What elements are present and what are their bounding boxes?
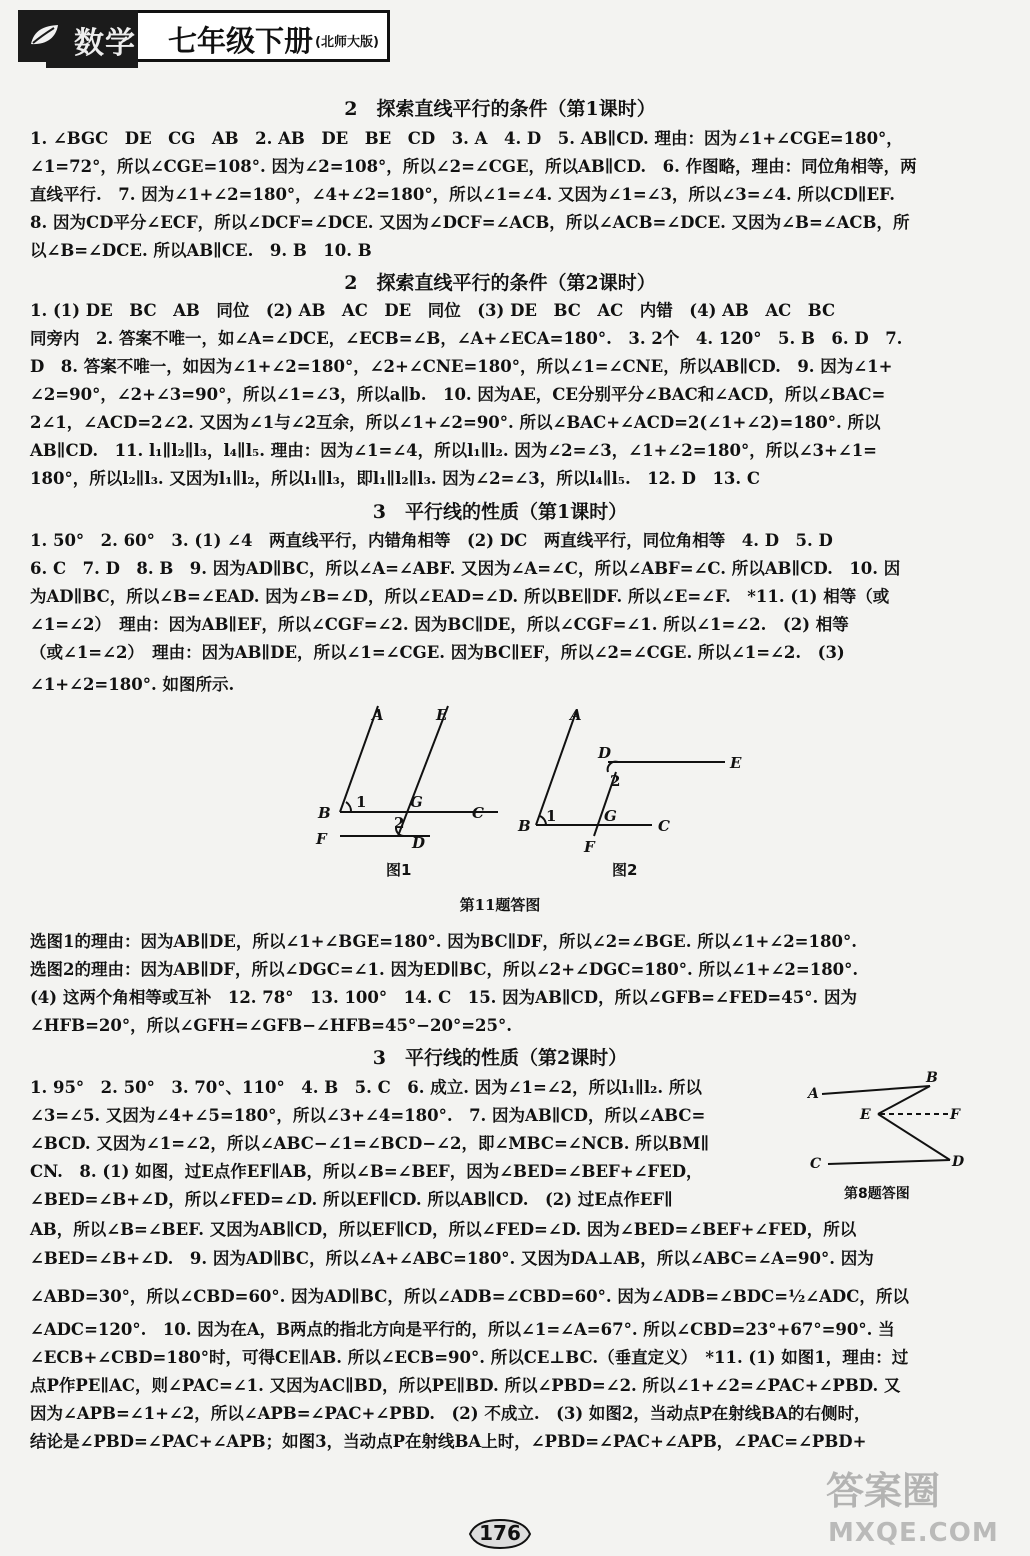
answer-line: ∠BCD. 又因为∠1=∠2，所以∠ABC−∠1=∠BCD−∠2，即∠MBC=∠NCB. 所以BM∥ <box>30 1134 710 1153</box>
answer-line: 选图1的理由：因为AB∥DE，所以∠1+∠BGE=180°. 因为BC∥DF，所以∠2=∠BGE. 所以∠1+∠2=180°. <box>30 932 857 951</box>
label-2: 2 <box>394 814 405 832</box>
section-title: 3 平行线的性质（第1课时） <box>372 501 628 523</box>
label-1: 1 <box>546 807 557 825</box>
section-title: 2 探索直线平行的条件（第2课时） <box>344 272 656 294</box>
figure-2-caption: 图2 <box>612 861 638 879</box>
section-title: 2 探索直线平行的条件（第1课时） <box>344 98 656 120</box>
answer-line: AB，所以∠B=∠BEF. 又因为AB∥CD，所以EF∥CD，所以∠FED=∠D. 因为∠BED=∠BEF+∠FED，所以 <box>30 1220 857 1239</box>
section-title: 3 平行线的性质（第2课时） <box>372 1047 628 1069</box>
label-F: F <box>584 838 595 856</box>
label-G: G <box>604 807 617 825</box>
header-tail <box>46 62 138 68</box>
answer-line: 结论是∠PBD=∠PAC+∠APB；如图3，当动点P在射线BA上时，∠PBD=∠PAC+∠APB，∠PAC=∠PBD+ <box>30 1432 867 1451</box>
answer-line: 2∠1，∠ACD=2∠2. 又因为∠1与∠2互余，所以∠1+∠2=90°. 所以∠BAC+∠ACD=2(∠1+∠2)=180°. 所以 <box>30 413 881 432</box>
answer-line: 同旁内 2. 答案不唯一，如∠A=∠DCE，∠ECB=∠B，∠A+∠ECA=180°. 3. 2个 4. 120° 5. B 6. D 7. <box>30 329 903 348</box>
answer-line: ∠BED=∠B+∠D，所以∠FED=∠D. 所以EF∥CD. 所以AB∥CD. (2) 过E点作EF∥ <box>30 1190 673 1209</box>
leaf-icon <box>28 22 62 48</box>
watermark-text: 答案圈 <box>826 1469 941 1513</box>
label-D: D <box>598 744 612 762</box>
figure-8 <box>800 1068 980 1204</box>
answer-line: ∠1+∠2=180°. 如图所示. <box>30 675 235 694</box>
answer-line: 1. (1) DE BC AB 同位 (2) AB AC DE 同位 (3) DE BC AC 内错 (4) AB AC BC <box>30 301 836 320</box>
page-number-badge <box>460 1516 540 1552</box>
header-subject: 数学 <box>74 26 136 61</box>
page-header <box>18 10 390 66</box>
label-E: E <box>860 1107 871 1123</box>
label-C: C <box>658 817 670 835</box>
answer-line: 以∠B=∠DCE. 所以AB∥CE. 9. B 10. B <box>30 241 372 260</box>
answer-line: ∠ECB+∠CBD=180°时，可得CE∥AB. 所以∠ECB=90°. 所以CE⊥BC.（垂直定义） *11. (1) 如图1，理由：过 <box>30 1348 909 1367</box>
answer-line: 选图2的理由：因为AB∥DF，所以∠DGC=∠1. 因为ED∥BC，所以∠2+∠DGC=180°. 所以∠1+∠2=180°. <box>30 960 859 979</box>
figure-11-caption: 第11题答图 <box>459 896 541 914</box>
answer-line: （或∠1=∠2） 理由：因为AB∥DE，所以∠1=∠CGE. 因为BC∥EF，所以∠2=∠CGE. 所以∠1=∠2. (3) <box>30 643 845 662</box>
answer-line: ∠1=72°，所以∠CGE=108°. 因为∠2=108°，所以∠2=∠CGE，所以AB∥CD. 6. 作图略，理由：同位角相等，两 <box>30 157 917 176</box>
answer-line: 1. 50° 2. 60° 3. (1) ∠4 两直线平行，内错角相等 (2) DC 两直线平行，同位角相等 4. D 5. D <box>30 531 833 550</box>
answer-line: 为AD∥BC，所以∠B=∠EAD. 因为∠B=∠D，所以∠EAD=∠D. 所以BE∥DF. 所以∠E=∠F. *11. (1) 相等（或 <box>30 587 890 606</box>
answer-line: AB∥CD. 11. l₁∥l₂∥l₃，l₄∥l₅. 理由：因为∠1=∠4，所以l₁∥l₂. 因为∠2=∠3，∠1+∠2=180°，所以∠3+∠1= <box>30 441 877 460</box>
answer-line: ∠2=90°，∠2+∠3=90°，所以∠1=∠3，所以a∥b. 10. 因为AE，CE分别平分∠BAC和∠ACD，所以∠BAC= <box>30 385 886 404</box>
answer-line: (4) 这两个角相等或互补 12. 78° 13. 100° 14. C 15. 因为AB∥CD，所以∠GFB=∠FED=45°. 因为 <box>30 988 857 1007</box>
answer-line: ∠HFB=20°，所以∠GFH=∠GFB−∠HFB=45°−20°=25°. <box>30 1016 512 1035</box>
label-E: E <box>436 706 448 724</box>
answer-line: 1. ∠BGC DE CG AB 2. AB DE BE CD 3. A 4. D 5. AB∥CD. 理由：因为∠1+∠CGE=180°， <box>30 129 903 148</box>
answer-line: ∠ABD=30°，所以∠CBD=60°. 因为AD∥BC，所以∠ADB=∠CBD=60°. 因为∠ADB=∠BDC=½∠ADC，所以 <box>30 1287 909 1306</box>
answer-line: 1. 95° 2. 50° 3. 70°、110° 4. B 5. C 6. 成立. 因为∠1=∠2，所以l₁∥l₂. 所以 <box>30 1078 702 1097</box>
answer-line: ∠1=∠2） 理由：因为AB∥EF，所以∠CGF=∠2. 因为BC∥DE，所以∠CGF=∠1. 所以∠1=∠2. (2) 相等 <box>30 615 849 634</box>
answer-line: 8. 因为CD平分∠ECF，所以∠DCF=∠DCE. 又因为∠DCF=∠ACB，所以∠ACB=∠DCE. 又因为∠B=∠ACB，所 <box>30 213 910 232</box>
answer-line: 180°，所以l₂∥l₃. 又因为l₁∥l₂，所以l₁∥l₃，即l₁∥l₂∥l₃. 因为∠2=∠3，所以l₄∥l₅. 12. D 13. C <box>30 469 761 488</box>
label-F: F <box>316 830 327 848</box>
answer-line: ∠BED=∠B+∠D. 9. 因为AD∥BC，所以∠A+∠ABC=180°. 又因为DA⊥AB，所以∠ABC=∠A=90°. 因为 <box>30 1249 874 1268</box>
label-C: C <box>472 804 484 822</box>
figure-1-caption: 图1 <box>386 861 412 879</box>
answer-line: D 8. 答案不唯一，如因为∠1+∠2=180°，∠2+∠CNE=180°，所以∠1=∠CNE，所以AB∥CD. 9. 因为∠1+ <box>30 357 893 376</box>
watermark <box>806 1460 999 1552</box>
header-edition: (北师大版) <box>315 35 379 50</box>
label-G: G <box>410 793 423 811</box>
label-A: A <box>372 706 384 724</box>
answer-line: ∠ADC=120°. 10. 因为在A，B两点的指北方向是平行的，所以∠1=∠A=67°. 所以∠CBD=23°+67°=90°. 当 <box>30 1320 895 1339</box>
page-number: 176 <box>479 1521 521 1545</box>
label-C: C <box>810 1156 822 1172</box>
answer-line: 点P作PE∥AC，则∠PAC=∠1. 又因为AC∥BD，所以PE∥BD. 所以∠PBD=∠2. 所以∠1+∠2=∠PAC+∠PBD. 又 <box>30 1376 901 1395</box>
label-D: D <box>952 1154 965 1170</box>
figure-11 <box>300 700 742 890</box>
answer-line: 直线平行. 7. 因为∠1+∠2=180°，∠4+∠2=180°，所以∠1=∠4. 又因为∠1=∠3，所以∠3=∠4. 所以CD∥EF. <box>30 185 895 204</box>
header-grade: 七年级下册 <box>168 24 314 58</box>
label-D: D <box>412 834 426 852</box>
answer-line: 因为∠APB=∠1+∠2，所以∠APB=∠PAC+∠PBD. (2) 不成立. (3) 如图2，当动点P在射线BA的右侧时， <box>30 1404 871 1423</box>
label-E: E <box>730 754 742 772</box>
watermark-url: MXQE.COM <box>828 1518 999 1548</box>
figure-8-caption: 第8题答图 <box>844 1186 910 1202</box>
label-A: A <box>808 1086 819 1102</box>
label-2: 2 <box>610 772 621 790</box>
label-A: A <box>570 706 582 724</box>
label-B: B <box>518 817 531 835</box>
label-B: B <box>926 1070 938 1086</box>
answer-line: ∠3=∠5. 又因为∠4+∠5=180°，所以∠3+∠4=180°. 7. 因为AB∥CD，所以∠ABC= <box>30 1106 706 1125</box>
label-F: F <box>950 1107 960 1123</box>
label-B: B <box>318 804 331 822</box>
answer-line: CN. 8. (1) 如图，过E点作EF∥AB，所以∠B=∠BEF，因为∠BED=∠BEF+∠FED， <box>30 1162 703 1181</box>
answer-line: 6. C 7. D 8. B 9. 因为AD∥BC，所以∠A=∠ABF. 又因为∠A=∠C，所以∠ABF=∠C. 所以AB∥CD. 10. 因 <box>30 559 901 578</box>
label-1: 1 <box>356 793 367 811</box>
